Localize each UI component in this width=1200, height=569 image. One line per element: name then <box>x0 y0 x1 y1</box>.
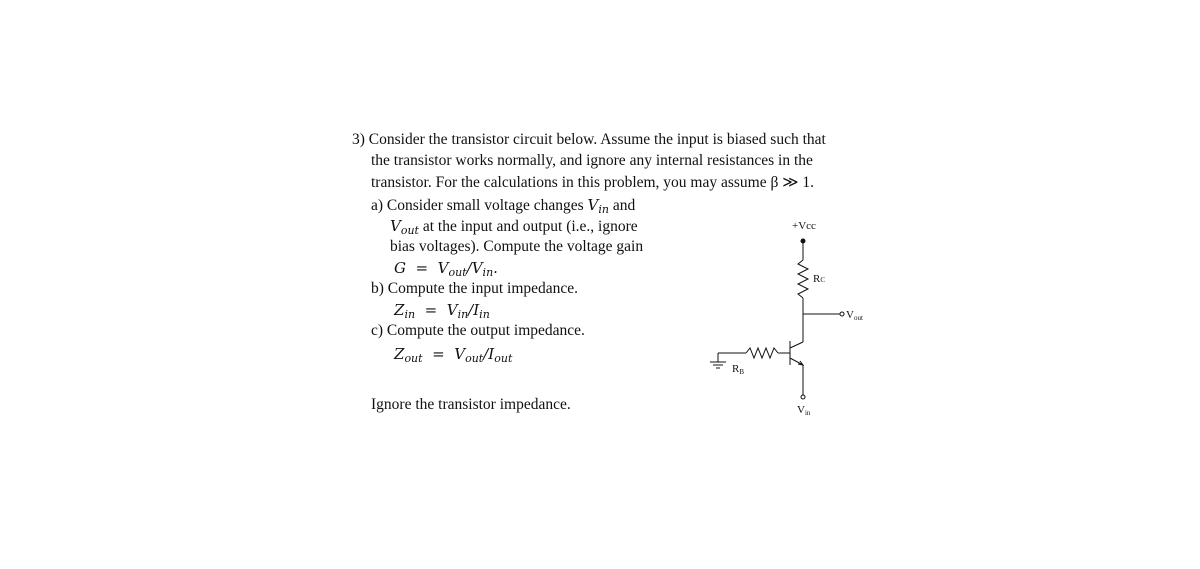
vin-label: Vin <box>797 404 811 417</box>
part-a-line-1: a) Consider small voltage changes $V_{in}$ and <box>371 196 636 216</box>
output-impedance-equation: $Z_{out} = V_{out}/I_{out}$ <box>394 345 513 365</box>
part-b-line-1: b) Compute the input impedance. <box>371 280 579 297</box>
rb-label: RB <box>732 363 745 376</box>
gain-equation: $G = V_{out}/V_{in}$. <box>394 259 498 279</box>
note-text: Ignore the transistor impedance. <box>371 396 571 413</box>
input-impedance-equation: $Z_{in} = V_{in}/I_{in}$ <box>394 301 490 321</box>
rc-resistor <box>798 260 808 298</box>
rc-label: RC <box>813 273 826 285</box>
part-c-line-1: c) Compute the output impedance. <box>371 322 585 339</box>
transistor-emitter-lead <box>790 358 803 365</box>
vcc-label: +Vcc <box>792 220 816 232</box>
transistor-collector-lead <box>790 342 803 348</box>
transistor-circuit-diagram <box>690 205 890 430</box>
vin-terminal <box>801 395 805 399</box>
vout-terminal <box>840 312 844 316</box>
part-a-text: a) Consider small voltage changes <box>371 197 588 214</box>
problem-line-2: the transistor works normally, and ignore any internal resistances in the <box>371 152 813 169</box>
vout-symbol: $V_{out}$ <box>390 217 419 237</box>
rb-resistor <box>746 348 778 358</box>
vin-symbol: $V_{in}$ <box>587 196 609 216</box>
problem-line-1: 3) Consider the transistor circuit below. Assume the input is biased such that <box>352 131 826 148</box>
part-a-line-2: $V_{out}$ at the input and output (i.e., ignore <box>390 217 638 237</box>
vout-label: Vout <box>846 309 863 322</box>
part-a-line-3: bias voltages). Compute the voltage gain <box>390 238 644 255</box>
problem-line-3: transistor. For the calculations in this problem, you may assume β ≫ 1. <box>371 174 814 191</box>
